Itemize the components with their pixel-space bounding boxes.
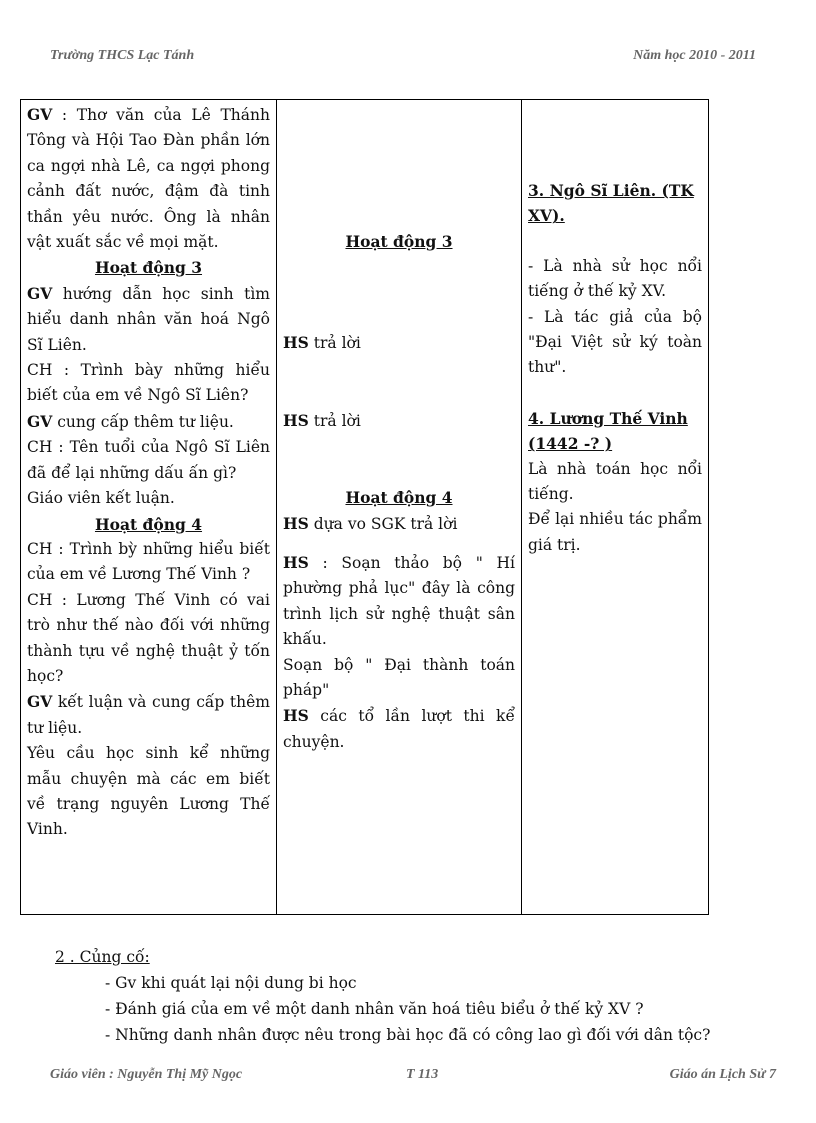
hs-answer-5: HS các tổ lần lượt thi kể chuyện. bbox=[283, 706, 515, 751]
gv-paragraph-2: GV hướng dẫn học sinh tìm hiểu danh nhân văn hoá Ngô Sĩ Liên. bbox=[27, 283, 270, 354]
hs-answer-4-more: Soạn bộ " Đại thành toán pháp" bbox=[283, 655, 515, 700]
section-4-point-1: Là nhà toán học nổi tiếng. bbox=[528, 459, 702, 504]
header-school: Trường THCS Lạc Tánh bbox=[50, 48, 195, 63]
activity-4-heading: Hoạt động 4 bbox=[94, 514, 203, 534]
lesson-table bbox=[20, 99, 709, 915]
teacher-activity-column bbox=[21, 100, 277, 915]
summary-title: 2 . Củng cố: bbox=[55, 948, 150, 966]
hs-answer-3: HS dựa vo SGK trả lời bbox=[283, 513, 458, 533]
activity-3-heading-students: Hoạt động 3 bbox=[345, 232, 453, 251]
summary-item: - Gv khi quát lại nội dung bi học bbox=[105, 974, 357, 992]
header-year: Năm học 2010 - 2011 bbox=[633, 48, 756, 63]
summary-item: - Những danh nhân được nêu trong bài học đã có công lao gì đối với dân tộc? bbox=[105, 1026, 711, 1044]
gv-paragraph-1: GV : Thơ văn của Lê Thánh Tông và Hội Tao Đàn phần lớn ca ngợi nhà Lê, ca ngợi phong cảnh đất nước, đậm đà tinh thần yêu nước. Ông là nhân vật xuất sắc về mọi mặt. bbox=[27, 105, 270, 252]
summary-section bbox=[55, 944, 710, 1048]
section-3-point-2: - Là tác giả của bộ "Đại Việt sử ký toàn thư". bbox=[528, 307, 702, 377]
section-3-point-1: - Là nhà sử học nổi tiếng ở thế kỷ XV. bbox=[528, 256, 702, 301]
teacher-conclusion: Giáo viên kết luận. bbox=[27, 489, 175, 508]
story-request: Yêu cầu học sinh kể những mẫu chuyện mà các em biết về trạng nguyên Lương Thế Vinh. bbox=[27, 744, 270, 839]
section-4-point-2: Để lại nhiều tác phẩm giá trị. bbox=[528, 510, 702, 554]
gv-paragraph-3: GV cung cấp thêm tư liệu. bbox=[27, 411, 234, 431]
section-4-title: 4. Lương Thế Vinh (1442 -? ) bbox=[528, 408, 688, 454]
summary-item: - Đánh giá của em về một danh nhân văn hoá tiêu biểu ở thế kỷ XV ? bbox=[105, 1000, 644, 1018]
content-column bbox=[522, 100, 709, 915]
gv-paragraph-4: GV kết luận và cung cấp thêm tư liệu. bbox=[27, 692, 270, 737]
footer-teacher: Giáo viên : Nguyễn Thị Mỹ Ngọc bbox=[50, 1067, 243, 1082]
question-2: CH : Tên tuổi của Ngô Sĩ Liên đã để lại những dấu ấn gì? bbox=[27, 438, 270, 482]
hs-answer-2: HS trả lời bbox=[283, 410, 361, 430]
question-4: CH : Lương Thế Vinh có vai trò như thế nào đối với những thành tựu về nghệ thuật ỷ tốn học? bbox=[27, 590, 270, 685]
question-3: CH : Trình bỳ những hiểu biết của em về Lương Thế Vinh ? bbox=[27, 539, 270, 584]
section-3-title: 3. Ngô Sĩ Liên. (TK XV). bbox=[528, 181, 694, 226]
footer-subject: Giáo án Lịch Sử 7 bbox=[669, 1067, 776, 1082]
activity-3-heading: Hoạt động 3 bbox=[94, 258, 203, 278]
footer-page-number: T 113 bbox=[406, 1067, 439, 1082]
hs-answer-4: HS : Soạn thảo bộ " Hí phường phả lục" đây là công trình lịch sử nghệ thuật sân khấu. bbox=[283, 553, 515, 649]
activity-4-heading-students: Hoạt động 4 bbox=[345, 488, 453, 508]
student-activity-column bbox=[277, 100, 522, 915]
hs-answer-1: HS trả lời bbox=[283, 333, 361, 353]
question-1: CH : Trình bày những hiểu biết của em về Ngô Sĩ Liên? bbox=[27, 361, 270, 405]
